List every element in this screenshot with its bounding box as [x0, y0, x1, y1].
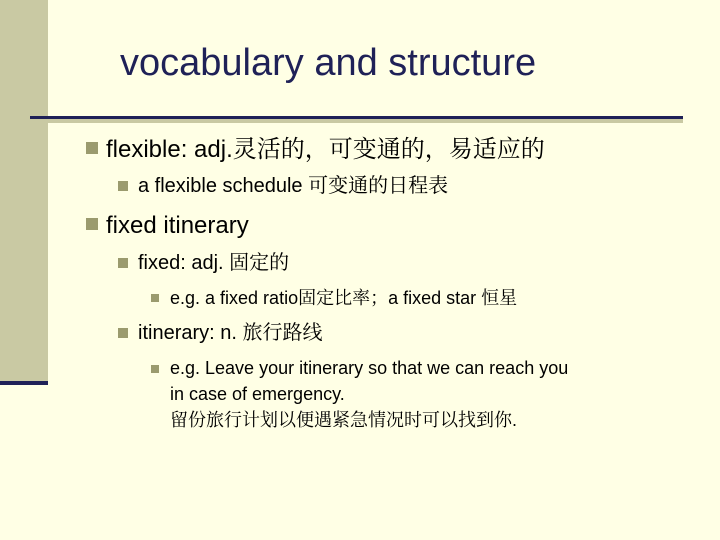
itinerary-example-line-1: e.g. Leave your itinerary so that we can reach you	[170, 358, 569, 378]
side-rule	[0, 381, 48, 385]
bullet-text-flexible: flexible: adj.灵活的，可变通的，易适应的	[106, 136, 545, 163]
bullet-text-fixed-example: e.g. a fixed ratio固定比率；a fixed star 恒星	[170, 288, 518, 308]
itinerary-example-line-3: 留份旅行计划以便遇紧急情况时可以找到你.	[170, 410, 517, 430]
slide-title: vocabulary and structure	[120, 42, 537, 84]
itinerary-example-line-2: in case of emergency.	[170, 384, 345, 404]
title-rule-shadow	[30, 119, 683, 123]
bullet-text-fixed-definition: fixed: adj. 固定的	[138, 252, 290, 274]
bullet-text-flexible-example: a flexible schedule 可变通的日程表	[138, 175, 449, 197]
square-bullet-icon	[118, 328, 128, 338]
square-bullet-icon	[118, 181, 128, 191]
side-bar	[0, 0, 48, 385]
square-bullet-icon	[151, 365, 159, 373]
square-bullet-icon	[86, 142, 98, 154]
bullet-block-itinerary-example	[170, 355, 568, 433]
square-bullet-icon	[118, 258, 128, 268]
square-bullet-icon	[86, 218, 98, 230]
bullet-text-itinerary-definition: itinerary: n. 旅行路线	[138, 322, 323, 344]
title-rule	[30, 116, 683, 119]
square-bullet-icon	[151, 294, 159, 302]
bullet-text-fixed-itinerary: fixed itinerary	[106, 212, 249, 239]
